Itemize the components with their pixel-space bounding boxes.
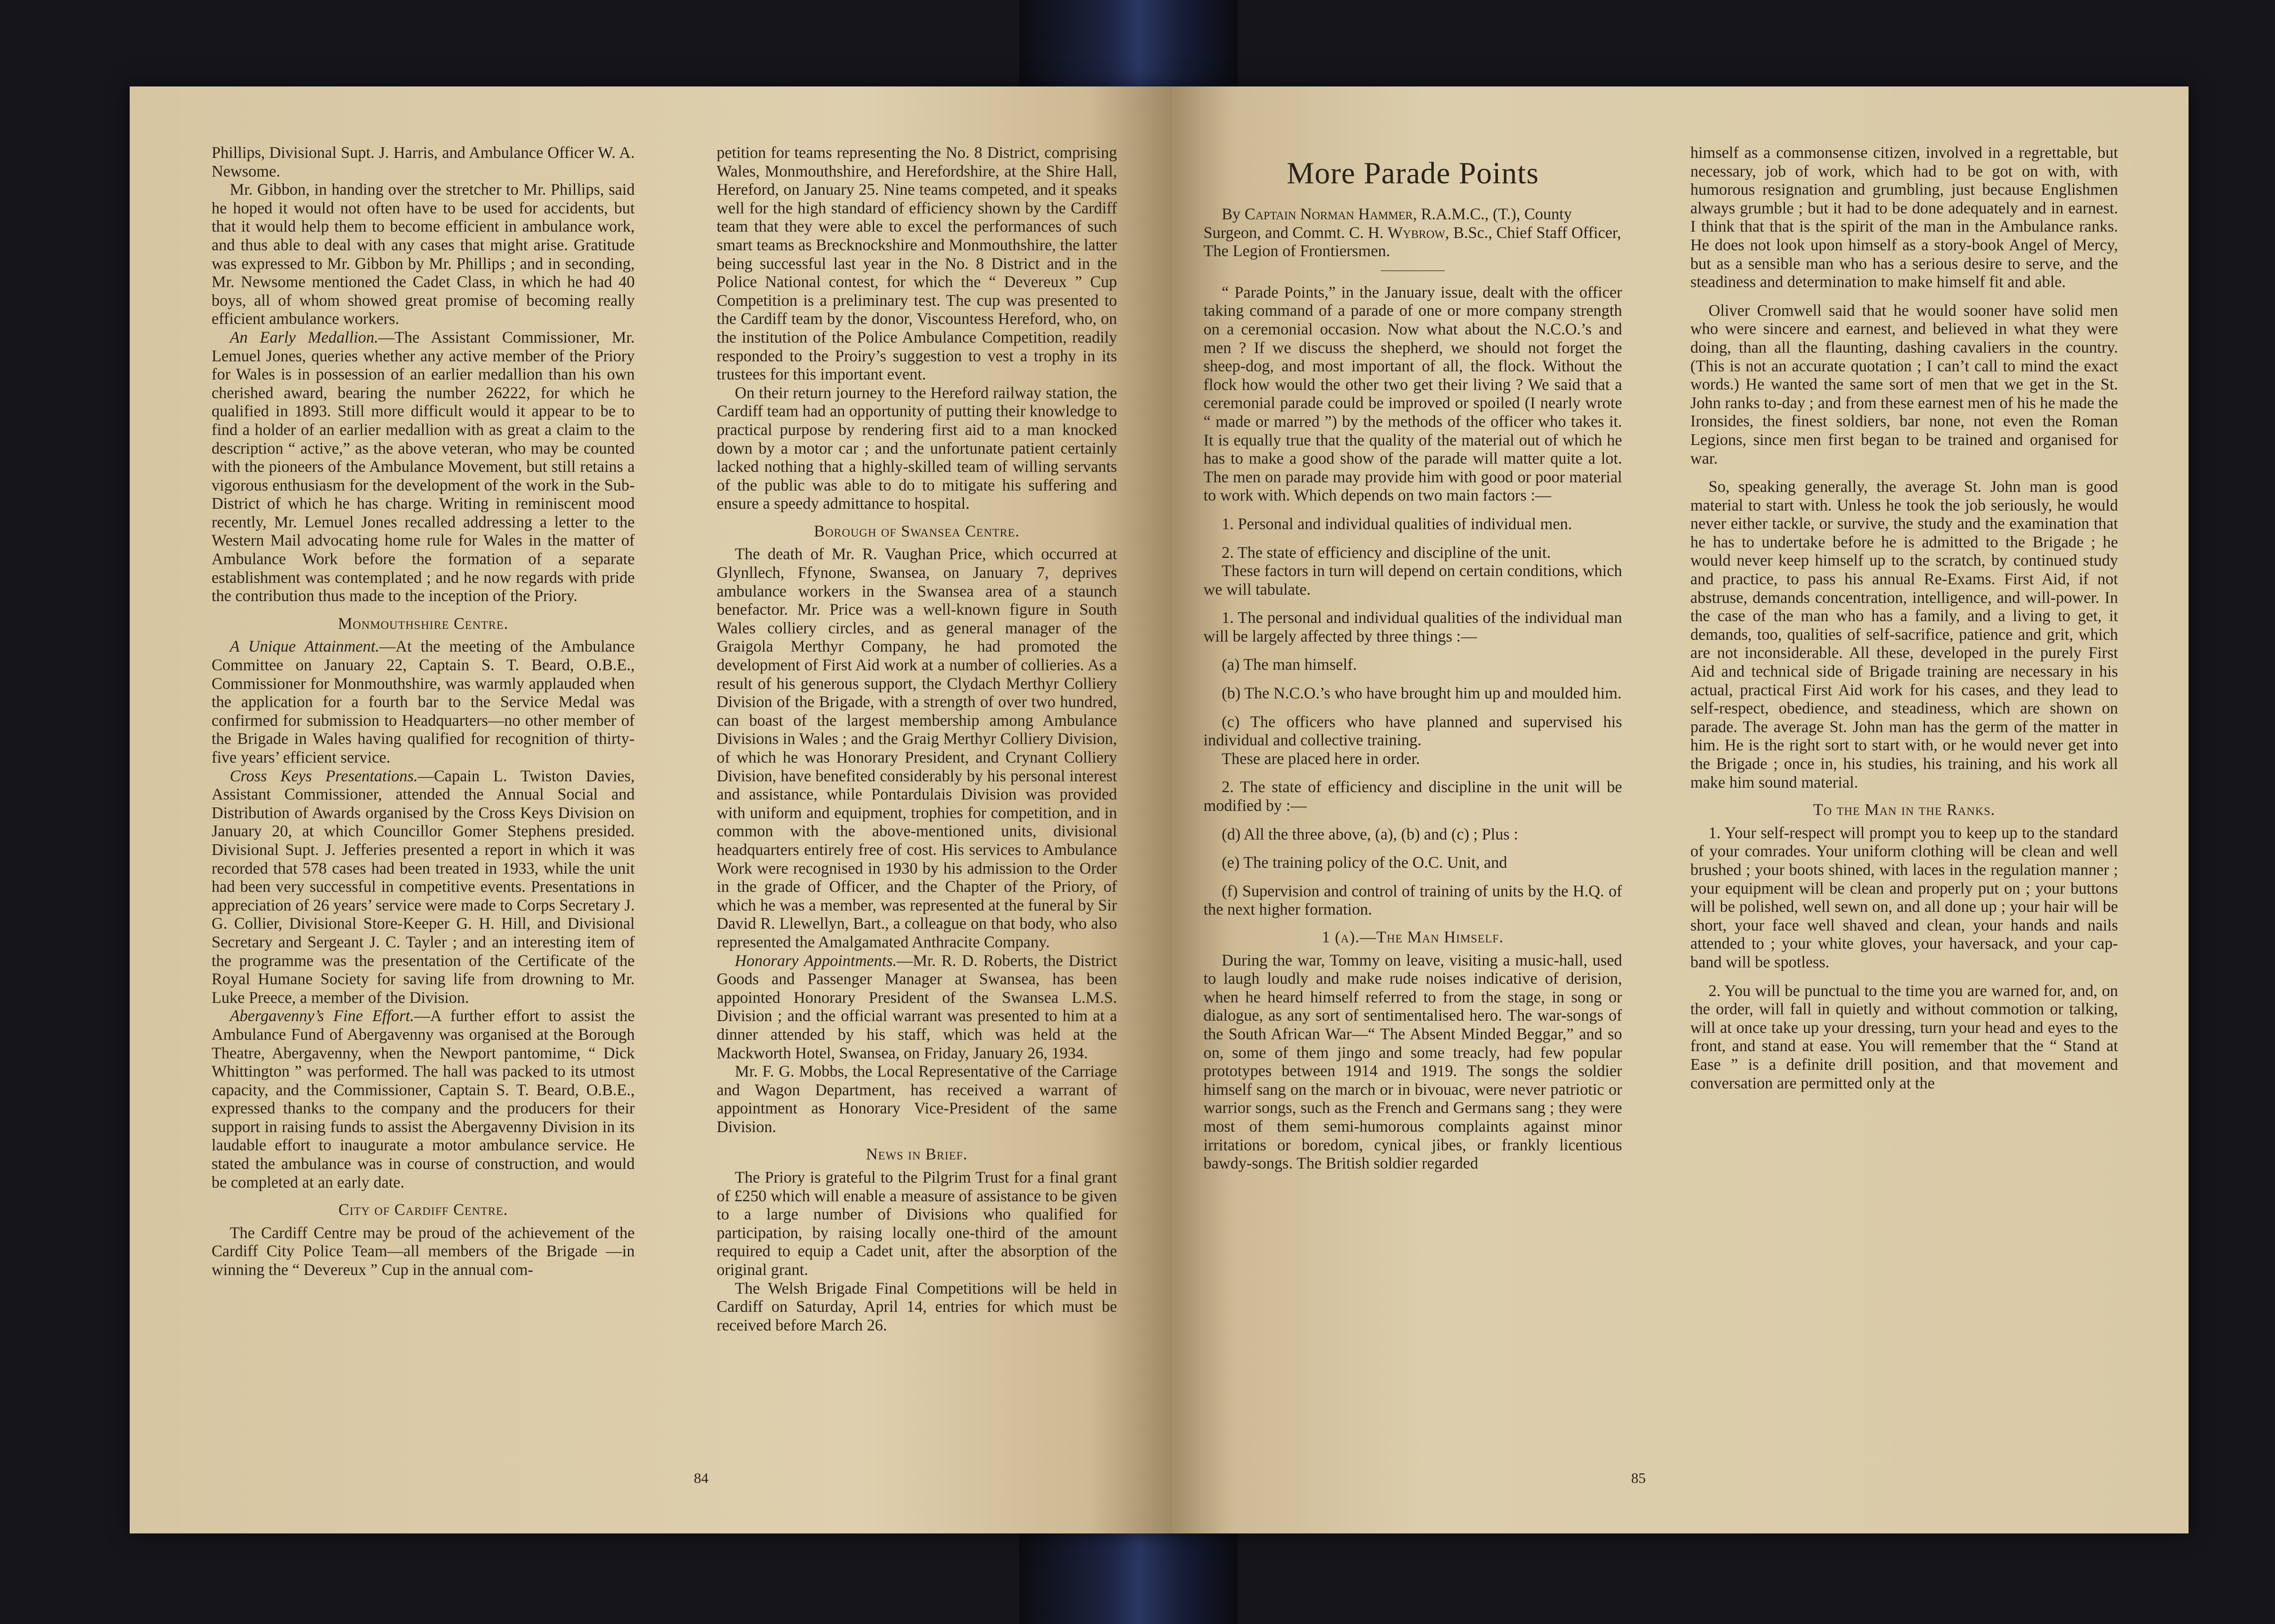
paragraph (212, 637, 635, 766)
run-in-heading: An Early Medallion. (230, 328, 379, 346)
paragraph (1203, 778, 1622, 815)
paragraph (212, 1007, 635, 1191)
section-heading: News in Brief. (866, 1145, 968, 1164)
paragraph (717, 1168, 1117, 1279)
run-in-heading: Honorary Appointments. (735, 951, 897, 970)
paragraph (1203, 853, 1622, 872)
right-page-column-1 (1203, 143, 1622, 1173)
paragraph (717, 1279, 1117, 1335)
paragraph-text: —A further effort to assist the Ambulance Fund of Abergavenny was organised at the Borough Theatre, Abergavenny, when the Newport pantomime, “ Dick Whittington ” was performed. The hall was packed to its utmost capacity, and the Commissioner, Captain S. T. Beard, O.B.E., expressed thanks to the company and the producers for their support in raising funds to assist the Abergavenny Division in its laudable effort to inaugurate a motor ambulance service. He stated the ambulance was in course of construction, and would be completed at an early date. (212, 1007, 635, 1191)
paragraph-text: (d) All the three above, (a), (b) and (c) ; Plus : (1222, 825, 1518, 843)
run-in-heading: A Unique Attainment. (230, 637, 379, 656)
paragraph-text: —Mr. R. D. Roberts, the District Goods and Passenger Manager at Swansea, has been appointed Honorary President of the Swansea L.M.S. Division ; and the official warrant was presented to him at a dinner attended by his staff, which was held at the Mackworth Hotel, Swansea, on Friday, January 26, 1934. (717, 951, 1117, 1062)
paragraph-text: 2. The state of efficiency and discipline of the unit. (1222, 543, 1551, 562)
paragraph-text: Phillips, Divisional Supt. J. Harris, and Ambulance Officer W. A. Newsome. (212, 143, 635, 180)
paragraph-text: “ Parade Points,” in the January issue, dealt with the officer taking command of a parade of one or more company strength on a ceremonial occasion. Now what about the N.C.O.’s and men ? If we discuss the shepherd, we should not forget the sheep-dog, and most important of all, the flock. Without the flock how would the other two get their living ? We said that a ceremonial parade could be improved or spoiled (I nearly wrote “ made or marred ”) by the methods of the officer who takes it. It is equally true that the quality of the material out of which he has to make a good show of the parade will matter quite a lot. The men on parade may provide him with good or poor material to work with. Which depends on two main factors :— (1203, 283, 1622, 505)
run-in-heading: Abergavenny’s Fine Effort. (230, 1007, 415, 1025)
paragraph (717, 143, 1117, 384)
article-byline: By Captain Norman Hammer, R.A.M.C., (T.), County Surgeon, and Commt. C. H. Wybrow, B.Sc., Chief Staff Officer, The Legion of Frontiersmen. (1203, 205, 1621, 260)
paragraph (212, 1224, 635, 1279)
paragraph (1690, 981, 2118, 1093)
paragraph-text: 2. You will be punctual to the time you are warned for, and, on the order, will fall in quietly and without commotion or talking, will at once take up your dressing, turn your head and eyes to the front, and stand at ease. You will remember that the “ Stand at Ease ” is a definite drill position, and that movement and conversation are permitted only at the (1690, 981, 2118, 1092)
paragraph-text: —The Assistant Commissioner, Mr. Lemuel Jones, queries whether any active member of the Priory for Wales is in possession of an earlier medallion than his own cherished award, bearing the number 26222, for which he qualified in 1893. Still more difficult would it appear to be to find a holder of an earlier medallion with as great a claim to the description “ active,” as the above veteran, who may be counted with the pioneers of the Ambulance Movement, but still retains a vigorous enthusiasm for the development of the work in the Sub-District of which he has charge. Writing in reminiscent mood recently, Mr. Lemuel Jones recalled addressing a letter to the Western Mail advocating home rule for Wales in the matter of Ambulance Work before the formation of a separate establishment was contemplated ; and he now regards with pride the contribution thus made to the inception of the Priory. (212, 328, 635, 605)
paragraph (1203, 749, 1622, 768)
paragraph-text: petition for teams representing the No. 8 District, comprising Wales, Monmouthshire, and Herefordshire, at the Shire Hall, Hereford, on January 25. Nine teams competed, and it speaks well for the high standard of efficiency shown by the Cardiff team that they were able to excel the performances of such smart teams as Brecknockshire and Monmouthshire, the latter being successful last year in the No. 8 District and in the Police National contest, for which the “ Devereux ” Cup Competition is a preliminary test. The cup was presented to the Cardiff team by the donor, Viscountess Hereford, who, on the institution of the Police Ambulance Competition, readily responded to the Proiry’s suggestion to vest a trophy in its trustees for this important event. (717, 143, 1117, 384)
page-number-right: 85 (1631, 1470, 1646, 1486)
paragraph-text: (b) The N.C.O.’s who have brought him up and moulded him. (1222, 684, 1622, 703)
paragraph-text: —Capain L. Twiston Davies, Assistant Commissioner, attended the Annual Social and Distribution of Awards organised by the Cross Keys Division on January 20, at which Councillor Gomer Stephens presided. Divisional Supt. J. Jefferies presented a report in which it was recorded that 578 cases had been treated in 1933, while the unit had been very successful in competitive events. Presentations in appreciation of 26 years’ service were made to Corps Secretary J. G. Collier, Divisional Store-Keeper G. H. Hill, and Divisional Secretary and Sergeant J. C. Tayler ; and an interesting item of the programme was the presentation of the Certificate of the Royal Humane Society for saving life from drowning to Mr. Luke Preece, a member of the Division. (212, 766, 635, 1007)
paragraph-text: The death of Mr. R. Vaughan Price, which occurred at Glynllech, Ffynone, Swansea, on January 7, deprives ambulance workers in the Swansea area of a staunch benefactor. Mr. Price was a well-known figure in South Wales colliery circles, and as general manager of the Graigola Merthyr Company, he had promoted the development of First Aid work at a number of collieries. As a result of his generous support, the Clydach Merthyr Colliery Division of the Brigade, with a strength of over two hundred, can boast of the largest membership among Ambulance Divisions in Wales ; and the Graig Merthyr Colliery Division, of which he was Honorary President, and Crynant Colliery Division, have benefited considerably by his personal interest and assistance, while Pontardulais Division was provided with uniform and equipment, trophies for competition, and in common with the above-mentioned units, divisional headquarters entirely free of cost. His services to Ambulance Work were recognised in 1930 by his admission to the Order in the grade of Officer, and the Chapter of the Priory, of which he was a member, was represented at the funeral by Sir David R. Llewellyn, Bart., a colleague on that body, who also represented the Amalgamated Anthracite Company. (717, 545, 1117, 951)
left-page-column-1 (212, 143, 635, 1279)
paragraph-text: Oliver Cromwell said that he would sooner have solid men who were sincere and earnest, and believed in what they were doing, than all the flaunting, dashing cavaliers in the country. (This is not an accurate quotation ; I can’t call to mind the exact words.) He wanted the same sort of men that we get in the St. John ranks to-day ; and from these earnest men of his he made the Ironsides, the finest soldiers, bar none, not even the Roman Legions, since men first began to be trained and organised for war. (1690, 301, 2118, 467)
paragraph (212, 180, 635, 328)
paragraph-text: On their return journey to the Hereford railway station, the Cardiff team had an opportunity of putting their knowledge to practical purpose by rendering first aid to a man knocked down by a motor car ; and the unfortunate patient certainly lacked nothing that a highly-skilled team of willing servants of the public was able to do to mitigate his suffering and ensure a speedy admittance to hospital. (717, 383, 1117, 513)
paragraph-text: 1. Your self-respect will prompt you to keep up to the standard of your comrades. Your uniform clothing will be clean and well brushed ; your boots shined, with laces in the regulation manner ; your equipment will be clean and properly put on ; your buttons will be polished, well sewn on, and all done up ; your hair will be short, your face well shaved and clean, your hands and nails attended to ; your white gloves, your haversack, and your cap-band will be spotless. (1690, 823, 2118, 971)
paragraph (1203, 543, 1622, 562)
paragraph-text: So, speaking generally, the average St. John man is good material to start with. Unless he took the job seriously, he would never either tackle, or survive, the study and the examination that he has to undertake before he is admitted to the Brigade ; he would never keep himself up to the scratch, by continued study and practice, to pass his annual Re-Exams. First Aid, if not abstruse, demands concentration, intelligence, and will-power. In the case of the man who has a family, and a living to get, it demands, too, qualities of self-sacrifice, patience and grit, which are not inconsiderable. All these, developed in the purely First Aid and technical side of Brigade training are necessary in his actual, practical First Aid work for his cases, and they lead to self-respect, obedience, and steadiness, which are shown on parade. The average St. John man has the germ of the matter in him. He is the right sort to start with, or he would never get into the Brigade ; once in, his studies, his training, and his work all make him sound material. (1690, 477, 2118, 791)
paragraph-text: (a) The man himself. (1222, 655, 1357, 674)
section-heading: 1 (a).—The Man Himself. (1322, 928, 1504, 946)
paragraph-text: 1. The personal and individual qualities of the individual man will be largely affected by three things :— (1203, 608, 1622, 645)
paragraph-text: The Cardiff Centre may be proud of the achievement of the Cardiff City Police Team—all members of the Brigade —in winning the “ Devereux ” Cup in the annual com- (212, 1223, 635, 1279)
author-1: Captain Norman Hammer, (1244, 205, 1417, 223)
paragraph (1203, 562, 1622, 598)
paragraph (1690, 477, 2118, 791)
paragraph-text: 1. Personal and individual qualities of individual men. (1222, 514, 1572, 533)
paragraph (212, 767, 635, 1007)
paragraph-text: —At the meeting of the Ambulance Committee on January 22, Captain S. T. Beard, O.B.E., Commissioner for Monmouthshire, was warmly applauded when the application for a fourth bar to the Service Medal was confirmed for submission to Headquarters—no other member of the Brigade in Wales having qualified for recognition of thirty-five years’ efficient service. (212, 637, 635, 766)
section-heading: To the Man in the Ranks. (1813, 800, 1995, 819)
paragraph (1203, 713, 1622, 749)
paragraph (1203, 882, 1622, 919)
right-page-column-1-body (1203, 283, 1622, 1173)
paragraph (212, 143, 635, 180)
title-rule (1381, 270, 1445, 271)
paragraph-text: (c) The officers who have planned and supervised his individual and collective training. (1203, 712, 1622, 749)
paragraph (1203, 515, 1622, 533)
paragraph-text: These are placed here in order. (1222, 749, 1420, 768)
right-page-column-2 (1690, 143, 2118, 1092)
paragraph (1203, 684, 1622, 703)
magazine-spread (130, 86, 2189, 1533)
paragraph-text: These factors in turn will depend on certain conditions, which we will tabulate. (1203, 562, 1622, 598)
article-title: More Parade Points (1286, 156, 1539, 190)
paragraph-text: 2. The state of efficiency and discipline in the unit will be modified by :— (1203, 778, 1622, 815)
paragraph (212, 328, 635, 605)
paragraph (1203, 608, 1622, 645)
right-page (1172, 86, 2189, 1533)
paragraph (1203, 951, 1622, 1173)
page-number-left: 84 (694, 1470, 708, 1486)
run-in-heading: Cross Keys Presentations. (230, 766, 418, 785)
section-heading: Monmouthshire Centre. (338, 614, 509, 632)
paragraph (717, 545, 1117, 951)
paragraph-text: (e) The training policy of the O.C. Unit, and (1222, 853, 1507, 872)
paragraph (1203, 283, 1622, 505)
author-2: Wybrow, (1387, 223, 1450, 242)
paragraph (717, 951, 1117, 1062)
paragraph (1203, 655, 1622, 674)
paragraph-text: The Priory is grateful to the Pilgrim Trust for a final grant of £250 which will enable a measure of assistance to be given to a large number of Divisions who qualified for participation, by raising locally one-third of the amount required to equip a Cadet unit, after the absorption of the original grant. (717, 1168, 1117, 1279)
paragraph (1690, 143, 2118, 291)
paragraph (1690, 301, 2118, 467)
left-page-column-2 (717, 143, 1117, 1334)
paragraph (717, 384, 1117, 513)
left-page (130, 86, 1172, 1533)
paragraph (1203, 825, 1622, 844)
section-heading: Borough of Swansea Centre. (814, 521, 1020, 540)
paragraph-text: Mr. F. G. Mobbs, the Local Representative of the Carriage and Wagon Department, has received a warrant of appointment as Honorary Vice-President of the same Division. (717, 1062, 1117, 1136)
paragraph-text: During the war, Tommy on leave, visiting a music-hall, used to laugh loudly and make rude noises indicative of derision, when he heard himself referred to from the stage, in song or dialogue, as any sort of sentimentalised hero. The war-songs of the South African War—“ The Absent Minded Beggar,” and so on, some of them jingo and some treacly, had few popular prototypes between 1914 and 1919. The songs the soldier himself sang on the march or in bivouac, were never patriotic or warrior songs, such as the French and Germans sang ; they were most of them semi-humorous complaints against minor irritations or boredom, cynical jibes, or frankly licentious bawdy-songs. The British soldier regarded (1203, 951, 1622, 1173)
paragraph-text: Mr. Gibbon, in handing over the stretcher to Mr. Phillips, said he hoped it would not often have to be used for accidents, but that it would help them to become efficient in ambulance work, and thus able to deal with any cases that might arise. Gratitude was expressed to Mr. Gibbon by Mr. Phillips ; and in seconding, Mr. Newsome mentioned the Cadet Class, in which he had 40 boys, all of whom showed great promise of becoming really efficient ambulance workers. (212, 180, 635, 328)
paragraph-text: (f) Supervision and control of training of units by the H.Q. of the next higher formation. (1203, 881, 1622, 919)
paragraph-text: himself as a commonsense citizen, involved in a regrettable, but necessary, job of work, which had to be got on with, with humorous resignation and grumbling, just because Englishmen always grumble ; but it had to be done adequately and in earnest. I think that that is the spirit of the man in the Ambulance ranks. He does not look upon himself as a story-book Angel of Mercy, but as a sensible man who has a serious desire to serve, and the steadiness and determination to make himself fit and able. (1690, 143, 2118, 291)
section-heading: City of Cardiff Centre. (338, 1200, 508, 1219)
paragraph (717, 1062, 1117, 1136)
paragraph-text: The Welsh Brigade Final Competitions will be held in Cardiff on Saturday, April 14, entries for which must be received before March 26. (717, 1279, 1117, 1334)
paragraph (1690, 824, 2118, 971)
